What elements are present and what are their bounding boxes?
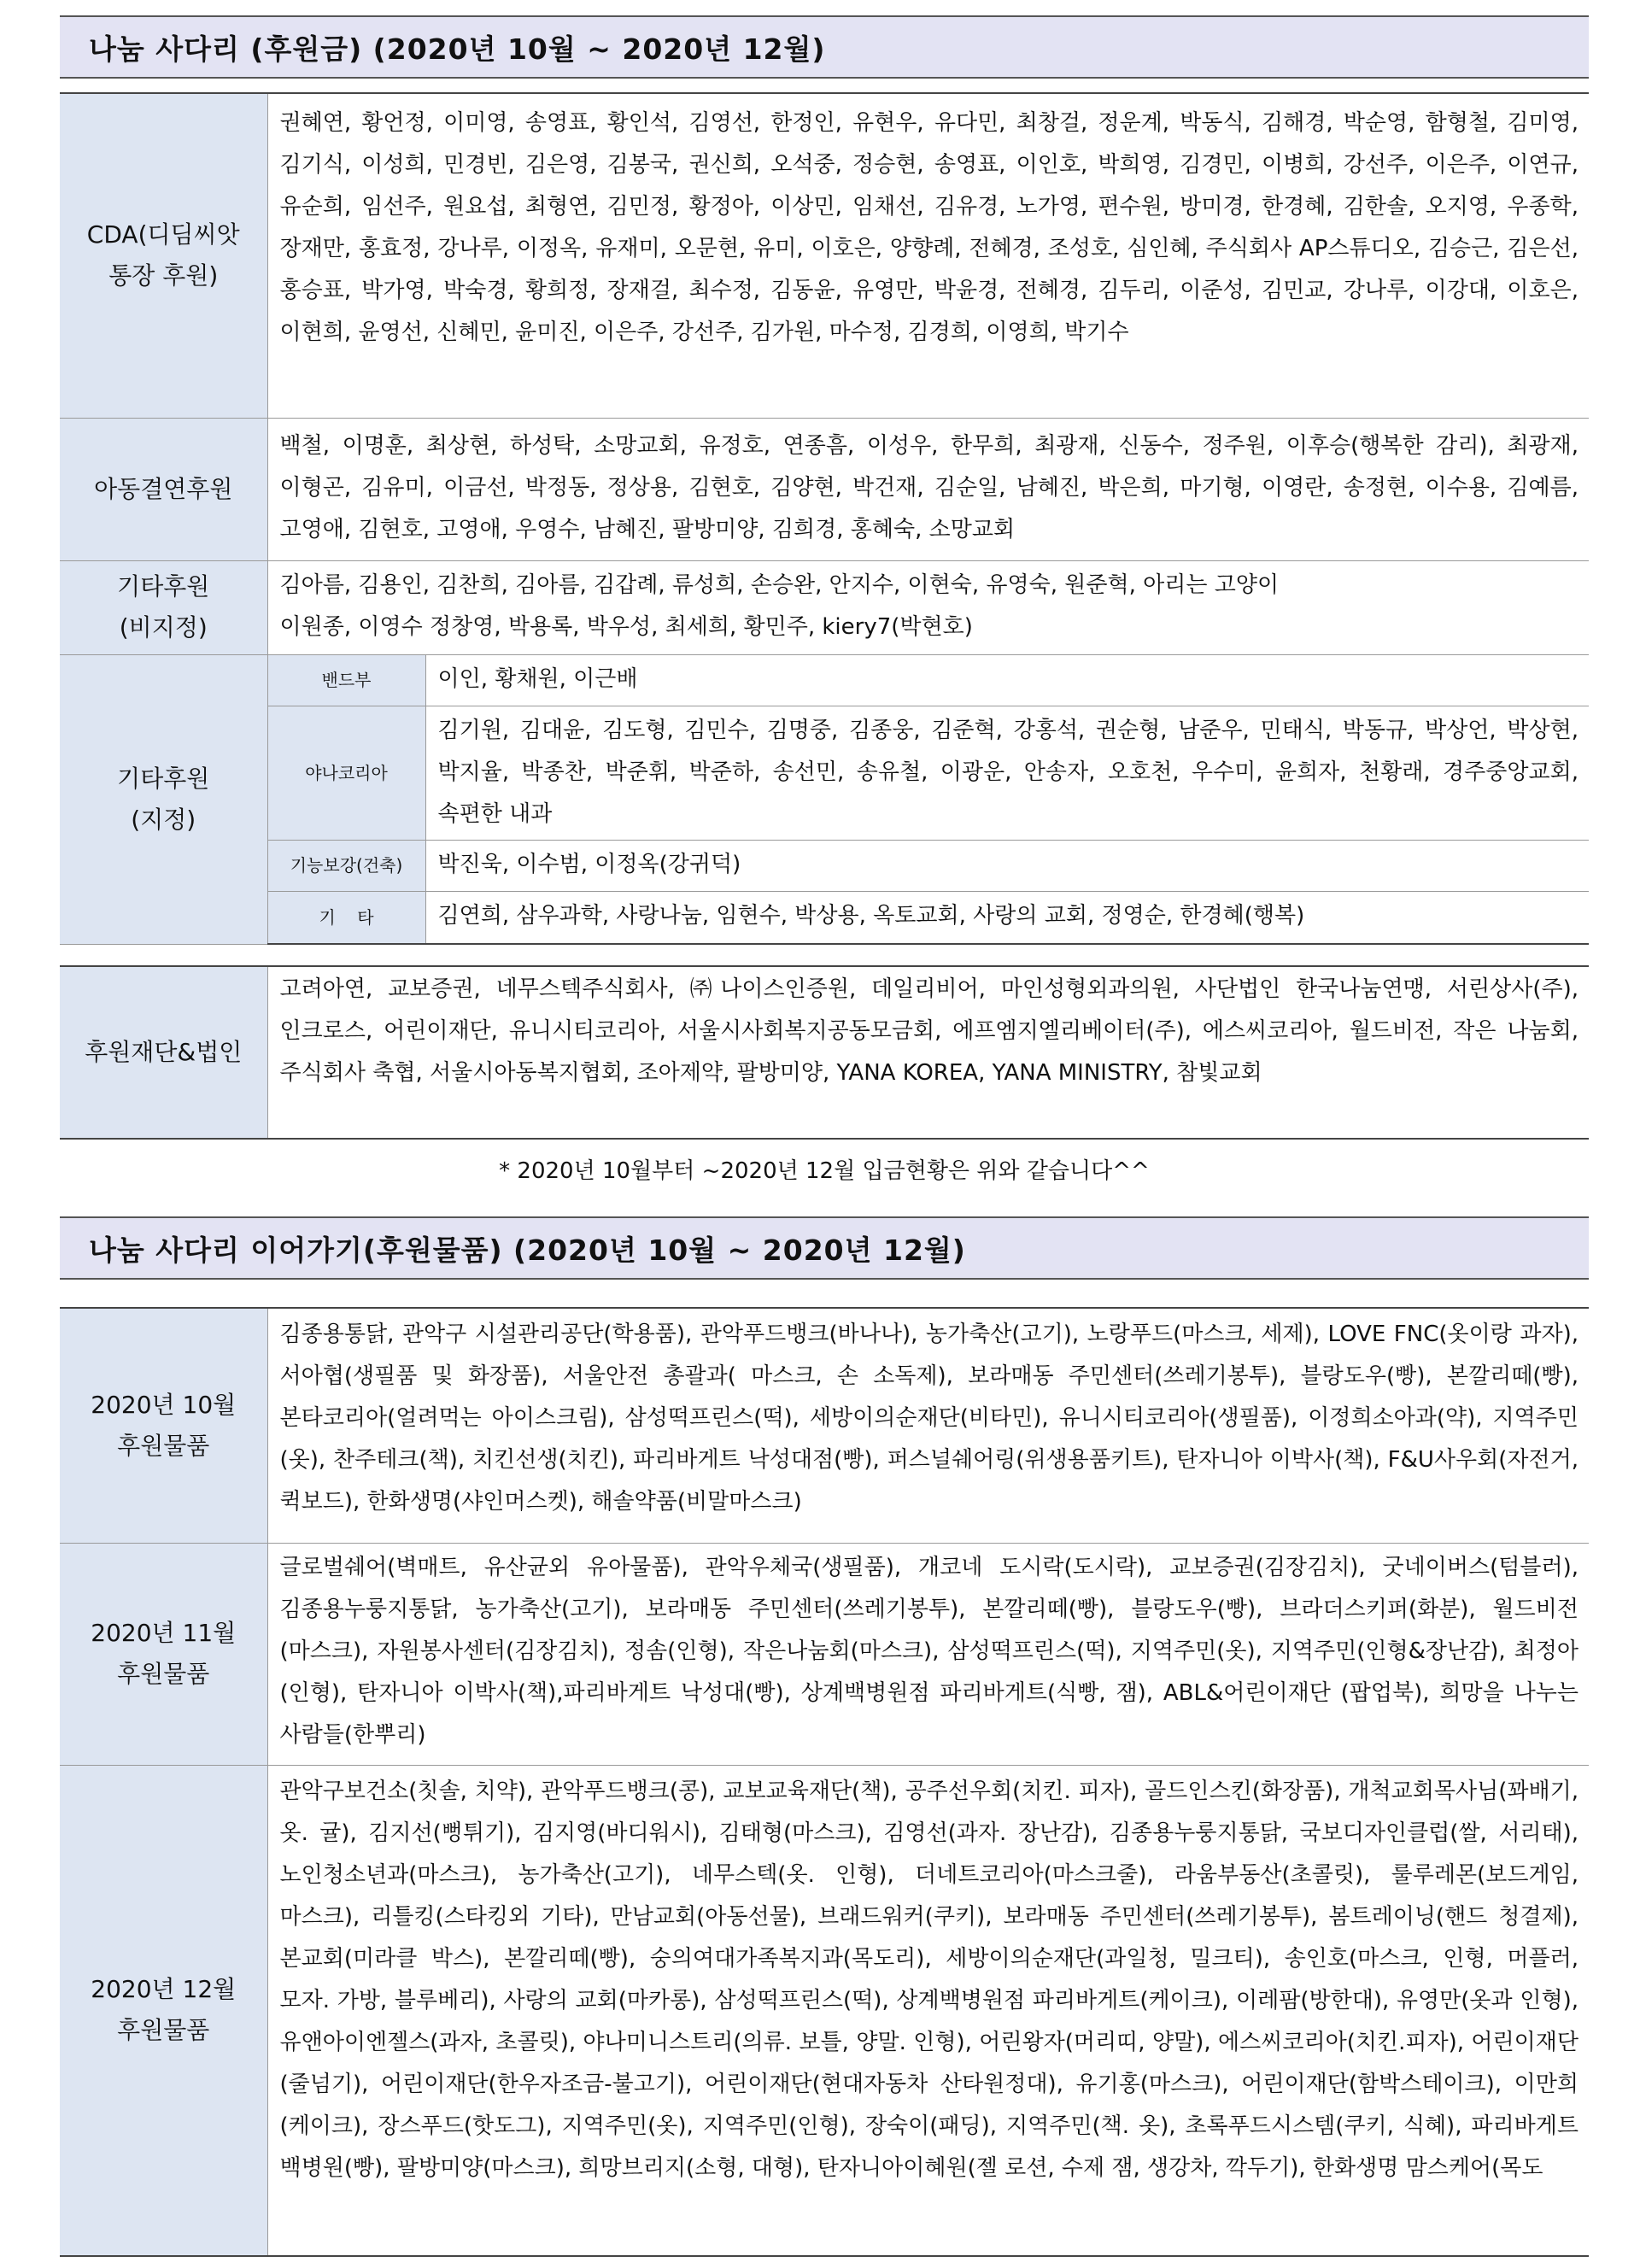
november-goods-list: 글로벌쉐어(벽매트, 유산균외 유아물품), 관악우체국(생필품), 개코네 도시락(도시락), 교보증권(김장김치), 굿네이버스(텀블러), 김종용누룽지통닭, 농가축산(고기), 보라매동 주민센터(쓰레기봉투), 본깔리떼(빵), 블랑도우(빵), 브라더스키퍼(화분), 월드비전(마스크), 자원봉사센터(김장김치), 정솜(인형), 작은나눔회(마스크), 삼성떡프린스(떡), 지역주민(옷), 지역주민(인형&장난감), 최정아(인형), 탄자니아 이박사(책),파리바게트 낙성대(빵), 상계백병원점 파리바게트(식빵, 잼), ABL&어린이재단 (팝업북), 희망을 나누는 사람들(한뿌리) (267, 1543, 1589, 1765)
label-text: 2020년 12월 후원물품 (91, 1975, 237, 2045)
section-title-donations: 나눔 사다리 (후원금) (2020년 10월 ~ 2020년 12월) (60, 15, 1589, 79)
table-row (60, 560, 1589, 654)
table-row (60, 93, 1589, 418)
etc-donor-list: 김연희, 삼우과학, 사랑나눔, 임현수, 박상용, 옥토교회, 사랑의 교회, 정영순, 한경혜(행복) (425, 891, 1589, 944)
cda-donor-list: 권혜연, 황언정, 이미영, 송영표, 황인석, 김영선, 한정인, 유현우, 유다민, 최창걸, 정운계, 박동식, 김해경, 박순영, 함형철, 김미영, 김기식, 이성희, 민경빈, 김은영, 김봉국, 권신희, 오석중, 정승현, 송영표, 이인호, 박희영, 김경민, 이병희, 강선주, 이은주, 이연규, 유순희, 임선주, 원요섭, 최형연, 김민정, 황정아, 이상민, 임채선, 김유경, 노가영, 편수원, 방미경, 한경혜, 김한솔, 오지영, 우종학, 장재만, 홍효정, 강나루, 이정옥, 유재미, 오문현, 유미, 이호은, 양향례, 전혜경, 조성호, 심인혜, 주식회사 AP스튜디오, 김승근, 김은선, 홍승표, 박가영, 박숙경, 황희정, 장재걸, 최수정, 김동윤, 유영만, 박윤경, 전혜경, 김두리, 이준성, 김민교, 강나루, 이강대, 이호은, 이현희, 윤영선, 신혜민, 윤미진, 이은주, 강선주, 김가원, 마수정, 김경희, 이영희, 박기수 (267, 93, 1589, 418)
table-row (60, 1765, 1589, 2256)
table-row (60, 891, 1589, 944)
label-text: 2020년 10월 후원물품 (91, 1390, 237, 1460)
donations-table (60, 92, 1589, 945)
nondesignated-line-2: 이원종, 이영수 정창영, 박용록, 박우성, 최세희, 황민주, kiery7(박현호) (279, 613, 973, 640)
label-november (60, 1543, 267, 1765)
deposit-note: * 2020년 10월부터 ~2020년 12월 입금현황은 위와 같습니다^^ (499, 1158, 1150, 1184)
band-donor-list: 이인, 황채원, 이근배 (425, 654, 1589, 706)
table-row (60, 654, 1589, 706)
label-corporate: 후원재단&법인 (60, 966, 267, 1139)
label-cda (60, 93, 267, 418)
sublabel-yana: 야나코리아 (267, 706, 425, 840)
label-text: 2020년 11월 후원물품 (91, 1619, 237, 1688)
label-designated (60, 654, 267, 944)
label-nondesignated (60, 560, 267, 654)
nondesignated-donor-list (267, 560, 1589, 654)
yana-donor-list: 김기원, 김대윤, 김도형, 김민수, 김명중, 김종웅, 김준혁, 강홍석, 권순형, 남준우, 민태식, 박동규, 박상언, 박상현, 박지율, 박종찬, 박준휘, 박준하, 송선민, 송유철, 이광운, 안송자, 오호천, 우수미, 윤희자, 천황래, 경주중앙교회, 속편한 내과 (425, 706, 1589, 840)
nondesignated-line-1: 김아름, 김용인, 김찬희, 김아름, 김갑례, 류성희, 손승완, 안지수, 이현숙, 유영숙, 원준혁, 아리는 고양이 (279, 571, 1280, 598)
table-row (60, 418, 1589, 560)
label-child: 아동결연후원 (60, 418, 267, 560)
october-goods-list: 김종용통닭, 관악구 시설관리공단(학용품), 관악푸드뱅크(바나나), 농가축산(고기), 노랑푸드(마스크, 세제), LOVE FNC(옷이랑 과자), 서아협(생필품 및 화장품), 서울안전 총괄과( 마스크, 손 소독제), 보라매동 주민센터(쓰레기봉투), 블랑도우(빵), 본깔리떼(빵), 본타코리아(얼려먹는 아이스크림), 삼성떡프린스(떡), 세방이의순재단(비타민), 유니시티코리아(생필품), 이정희소아과(약), 지역주민(옷), 찬주테크(책), 치킨선생(치킨), 파리바게트 낙성대점(빵), 퍼스널쉐어링(위생용품키트), 탄자니아 이박사(책), F&U사우회(자전거,퀵보드), 한화생명(샤인머스켓), 해솔약품(비말마스크) (267, 1308, 1589, 1543)
skill-donor-list: 박진욱, 이수범, 이정옥(강귀덕) (425, 840, 1589, 891)
table-row (60, 1543, 1589, 1765)
label-october (60, 1308, 267, 1543)
label-text: 기타후원 (비지정) (117, 572, 210, 642)
table-row (60, 706, 1589, 840)
child-donor-list: 백철, 이명훈, 최상현, 하성탁, 소망교회, 유정호, 연종흠, 이성우, 한무희, 최광재, 신동수, 정주원, 이후승(행복한 감리), 최광재, 이형곤, 김유미, 이금선, 박정동, 정상용, 김현호, 김양현, 박건재, 김순일, 남혜진, 박은희, 마기형, 이영란, 송정현, 이수용, 김예름, 고영애, 김현호, 고영애, 우영수, 남혜진, 팔방미양, 김희경, 홍혜숙, 소망교회 (267, 418, 1589, 560)
corporate-table (60, 965, 1589, 1140)
label-text: CDA(디딤씨앗 통장 후원) (86, 220, 240, 290)
label-text: 기타후원 (지정) (117, 764, 210, 834)
goods-table (60, 1307, 1589, 2257)
table-row (60, 840, 1589, 891)
sublabel-etc: 기 타 (267, 891, 425, 944)
december-goods-list: 관악구보건소(칫솔, 치약), 관악푸드뱅크(콩), 교보교육재단(책), 공주선우회(치킨. 피자), 골드인스킨(화장품), 개척교회목사님(꽈배기, 옷. 귤), 김지선(뻥튀기), 김지영(바디워시), 김태형(마스크), 김영선(과자. 장난감), 김종용누룽지통닭, 국보디자인클럽(쌀, 서리태), 노인청소년과(마스크), 농가축산(고기), 네무스텍(옷. 인형), 더네트코리아(마스크줄), 라움부동산(초콜릿), 룰루레몬(보드게임, 마스크), 리틀킹(스타킹외 기타), 만남교회(아동선물), 브래드워커(쿠키), 보라매동 주민센터(쓰레기봉투), 봄트레이닝(핸드 청결제), 본교회(미라클 박스), 본깔리떼(빵), 숭의여대가족복지과(목도리), 세방이의순재단(과일청, 밀크티), 송인호(마스크, 인형, 머플러, 모자. 가방, 블루베리), 사랑의 교회(마카롱), 삼성떡프린스(떡), 상계백병원점 파리바게트(케이크), 이레팜(방한대), 유영만(옷과 인형), 유앤아이엔젤스(과자, 초콜릿), 야나미니스트리(의류. 보틀, 양말. 인형), 어린왕자(머리띠, 양말), 에스씨코리아(치킨.피자), 어린이재단(줄넘기), 어린이재단(한우자조금-불고기), 어린이재단(현대자동차 산타원정대), 유기홍(마스크), 어린이재단(함박스테이크), 이만희(케이크), 장스푸드(핫도그), 지역주민(옷), 지역주민(인형), 장숙이(패딩), 지역주민(책. 옷), 초록푸드시스템(쿠키, 식혜), 파리바게트 백병원(빵), 팔방미양(마스크), 희망브리지(소형, 대형), 탄자니아이혜원(젤 로션, 수제 잼, 생강차, 깍두기), 한화생명 맘스케어(목도 (267, 1765, 1589, 2256)
section-title-goods: 나눔 사다리 이어가기(후원물품) (2020년 10월 ~ 2020년 12월) (60, 1216, 1589, 1280)
table-row (60, 966, 1589, 1139)
sublabel-skill: 기능보강(건축) (267, 840, 425, 891)
sublabel-band: 밴드부 (267, 654, 425, 706)
table-row (60, 1308, 1589, 1543)
corporate-donor-list: 고려아연, 교보증권, 네무스텍주식회사, ㈜나이스인증원, 데일리비어, 마인성형외과의원, 사단법인 한국나눔연맹, 서린상사(주), 인크로스, 어린이재단, 유니시티코리아, 서울시사회복지공동모금회, 에프엠지엘리베이터(주), 에스씨코리아, 월드비전, 작은 나눔회, 주식회사 축협, 서울시아동복지협회, 조아제약, 팔방미양, YANA KOREA, YANA MINISTRY, 참빛교회 (267, 966, 1589, 1139)
label-december (60, 1765, 267, 2256)
